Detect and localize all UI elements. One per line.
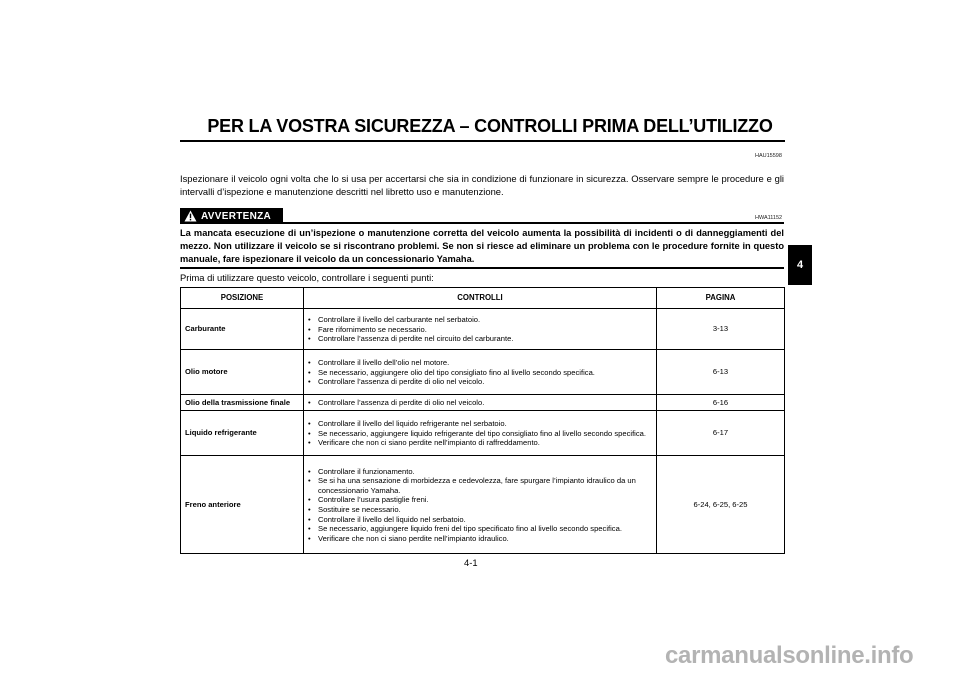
row-checks: [304, 395, 657, 411]
check-item: • Controllare il livello del liquido refrigerante nel serbatoio.: [308, 419, 652, 429]
row-page: 3-13: [657, 309, 785, 350]
header-position: POSIZIONE: [181, 288, 304, 309]
row-position: Liquido refrigerante: [181, 411, 304, 456]
intro-paragraph: Ispezionare il veicolo ogni volta che lo si usa per accertarsi che sia in condizione di funzionare in sicurezza. Osservare sempre le procedure e gli intervalli d’ispezione e manutenzione descritti nel libretto uso e manutenzione.: [180, 173, 784, 197]
row-checks: [304, 456, 657, 554]
section-ref-code: HAU15598: [755, 153, 782, 159]
row-page: 6-16: [657, 395, 785, 411]
row-checks: [304, 309, 657, 350]
row-checks: [304, 350, 657, 395]
title-divider: [180, 140, 785, 142]
table-row: [181, 350, 785, 395]
table-row: [181, 309, 785, 350]
row-checks: [304, 411, 657, 456]
check-item: • Verificare che non ci siano perdite nell’impianto idraulico.: [308, 534, 652, 544]
row-page: 6-24, 6-25, 6-25: [657, 456, 785, 554]
row-page: 6-13: [657, 350, 785, 395]
check-item: • Controllare l’assenza di perdite di olio nel veicolo.: [308, 377, 652, 387]
table-row: [181, 456, 785, 554]
check-item: • Verificare che non ci siano perdite nell’impianto di raffreddamento.: [308, 438, 652, 448]
warning-ref-code: HWA11152: [755, 215, 783, 221]
row-position: Olio della trasmissione finale: [181, 395, 304, 411]
row-page: 6-17: [657, 411, 785, 456]
table-row: [181, 411, 785, 456]
check-item: • Controllare il livello del liquido nel serbatoio.: [308, 515, 652, 525]
check-item: • Fare rifornimento se necessario.: [308, 325, 652, 335]
warning-badge: [180, 208, 283, 224]
warning-label: AVVERTENZA: [201, 210, 272, 222]
table-header-row: [181, 288, 785, 309]
check-item: • Se necessario, aggiungere olio del tipo consigliato fino al livello secondo specifica.: [308, 368, 652, 378]
header-checks: CONTROLLI: [304, 288, 657, 309]
watermark: carmanualsonline.info: [665, 642, 914, 669]
row-position: Freno anteriore: [181, 456, 304, 554]
chapter-tab[interactable]: 4: [788, 245, 812, 285]
check-item: • Controllare l’assenza di perdite di olio nel veicolo.: [308, 398, 652, 408]
check-item: • Controllare l’assenza di perdite nel circuito del carburante.: [308, 334, 652, 344]
check-item: • Controllare l’usura pastiglie freni.: [308, 495, 652, 505]
check-item: • Controllare il livello del carburante nel serbatoio.: [308, 315, 652, 325]
check-item: • Se necessario, aggiungere liquido refrigerante del tipo consigliato fino al livello secondo specifica.: [308, 429, 652, 439]
warning-bottom-rule: [180, 267, 784, 269]
row-position: Carburante: [181, 309, 304, 350]
check-item: • Se si ha una sensazione di morbidezza e cedevolezza, fare spurgare l’impianto idraulico da un concessionario Yamaha.: [308, 476, 652, 495]
header-page: PAGINA: [657, 288, 785, 309]
table-row: [181, 395, 785, 411]
check-item: • Controllare il funzionamento.: [308, 467, 652, 477]
warning-triangle-icon: [184, 210, 197, 222]
checklist-table: [180, 287, 785, 554]
check-item: • Se necessario, aggiungere liquido freni del tipo specificato fino al livello secondo specifica.: [308, 524, 652, 534]
page-number: 4-1: [464, 557, 478, 568]
page-title: PER LA VOSTRA SICUREZZA – CONTROLLI PRIMA DELL’UTILIZZO: [207, 116, 773, 136]
check-item: • Sostituire se necessario.: [308, 505, 652, 515]
check-item: • Controllare il livello dell’olio nel motore.: [308, 358, 652, 368]
warning-top-rule: [283, 222, 784, 224]
warning-text: La mancata esecuzione di un’ispezione o manutenzione corretta del veicolo aumenta la possibilità di incidenti o di danneggiamenti del mezzo. Non utilizzare il veicolo se si riscontrano problemi. Se non si riesce ad eliminare un problema con le procedure fornite in questo manuale, fare ispezionare il veicolo da un concessionario Yamaha.: [180, 228, 784, 264]
row-position: Olio motore: [181, 350, 304, 395]
table-intro: Prima di utilizzare questo veicolo, controllare i seguenti punti:: [180, 272, 434, 283]
